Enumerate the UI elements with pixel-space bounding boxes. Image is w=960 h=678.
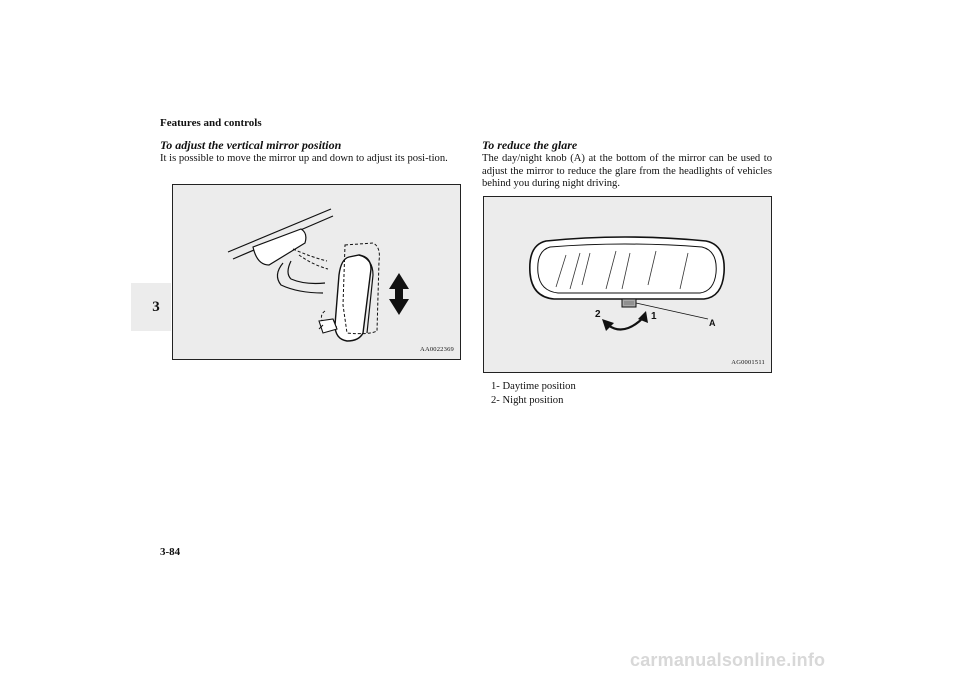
left-figure-code: AA0022369 xyxy=(420,346,454,353)
list-item xyxy=(491,394,576,408)
list-item xyxy=(491,380,576,394)
vertical-adjust-figure xyxy=(172,184,461,360)
right-paragraph: The day/night knob (A) at the bottom of the mirror can be used to adjust the mirror to reduce the glare from the headlights of vehicles behind you during night driving. xyxy=(482,153,772,189)
chapter-number: 3 xyxy=(152,298,160,315)
right-column xyxy=(482,138,772,191)
up-down-arrow-icon xyxy=(389,273,409,315)
left-column xyxy=(160,138,462,166)
page-number: 3-84 xyxy=(160,546,181,558)
glare-knob-figure xyxy=(483,196,772,373)
right-figure-code: AG0001511 xyxy=(731,359,765,366)
list-item-text: Night position xyxy=(502,395,564,406)
position-list xyxy=(491,380,576,408)
list-item-number: 2- xyxy=(491,395,500,406)
day-night-knob xyxy=(622,299,636,307)
callout-a: A xyxy=(709,318,716,328)
callout-1: 1 xyxy=(651,311,657,322)
left-paragraph: It is possible to move the mirror up and down to adjust its posi-tion. xyxy=(160,153,448,164)
right-heading: To reduce the glare xyxy=(482,138,578,152)
rearview-mirror-illustration xyxy=(484,197,771,372)
watermark: carmanualsonline.info xyxy=(630,650,826,670)
chapter-tab xyxy=(131,283,171,331)
callout-2: 2 xyxy=(595,309,601,320)
left-heading: To adjust the vertical mirror position xyxy=(160,138,342,152)
mirror-vertical-illustration xyxy=(173,185,460,359)
section-header: Features and controls xyxy=(160,117,262,129)
list-item-text: Daytime position xyxy=(502,381,576,392)
list-item-number: 1- xyxy=(491,381,500,392)
